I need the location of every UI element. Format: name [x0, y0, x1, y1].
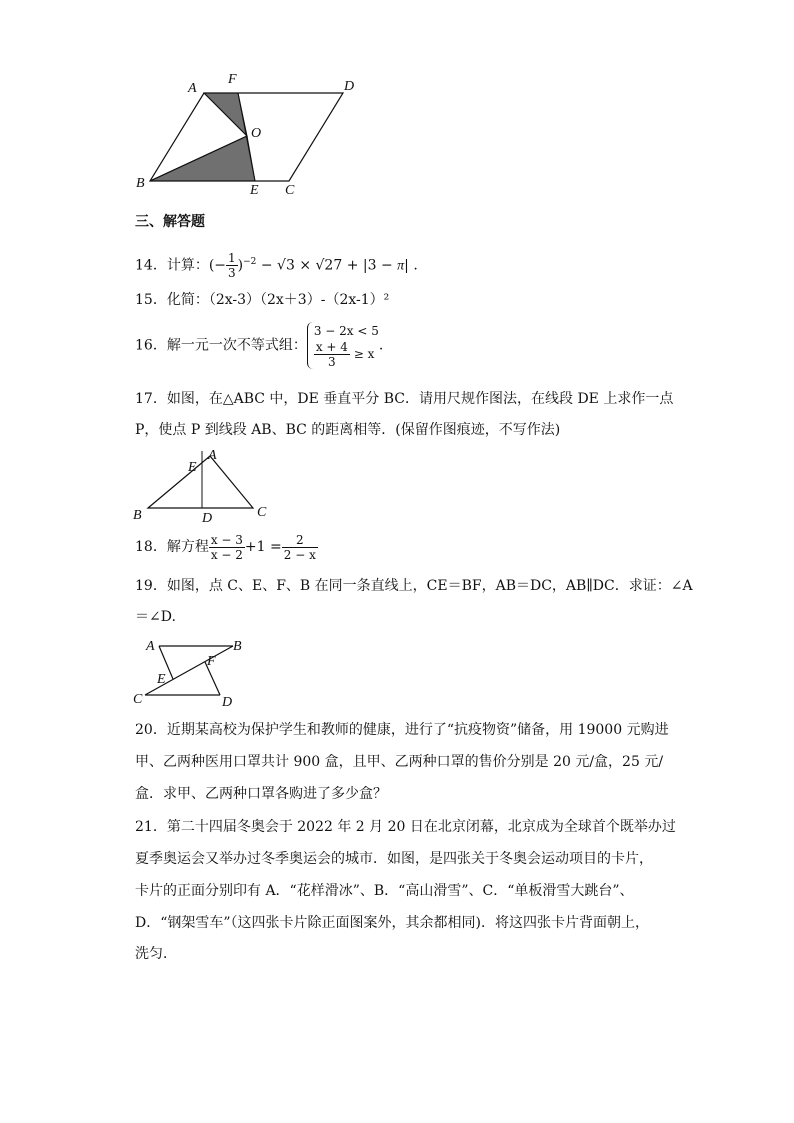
label-d: D — [202, 511, 213, 526]
q18-fraction-right: $\frac{2}{2 - x}$ — [283, 532, 316, 562]
question-19-line1: 19．如图，点 C、E、F、B 在同一条直线上，CE＝BF，AB＝DC，AB∥DC．求证：∠A — [135, 578, 693, 594]
label-a: A — [208, 448, 217, 463]
label-d: D — [222, 695, 233, 710]
q16-inequality-system: 3 − 2x < 5 $\frac{x + 4}{3}$ ≥ x — [307, 322, 379, 369]
question-15: 15．化简：（2x-3）（2x＋3）-（2x-1）² — [135, 292, 390, 308]
q18-number: 18．解方程 — [135, 539, 209, 555]
question-21-line5: 洗匀． — [135, 946, 177, 962]
question-20-line2: 甲、乙两种医用口罩共计 900 盒，且甲、乙两种口罩的售价分别是 20 元/盒，25 元/ — [135, 754, 664, 770]
label-f: F — [228, 72, 237, 87]
question-20-line3: 盒．求甲、乙两种口罩各购进了多少盒？ — [135, 786, 387, 802]
shaded-triangle-boe — [150, 136, 255, 181]
question-21-line1: 21．第二十四届冬奥会于 2022 年 2 月 20 日在北京闭幕，北京成为全球首个既举办过 — [135, 819, 676, 835]
label-c: C — [133, 692, 143, 707]
label-f: F — [207, 654, 216, 669]
label-c: C — [285, 183, 295, 198]
q14-fraction: $\frac{1}{3}$ — [228, 251, 236, 281]
label-e: E — [250, 183, 259, 198]
label-e: E — [157, 672, 166, 687]
label-b: B — [133, 508, 142, 523]
section-heading: 三、解答题 — [135, 214, 205, 230]
question-18: 18．解方程 $\frac{x - 3}{x - 2}$ +1 = $\frac{2}{2 - x}$ — [135, 532, 316, 562]
question-21-line2: 夏季奥运会又举办过冬季奥运会的城市．如图，是四张关于冬奥会运动项目的卡片， — [135, 851, 653, 867]
label-b: B — [233, 639, 242, 654]
question-19-line2: ＝∠D. — [135, 609, 176, 625]
question-17-line1: 17．如图，在△ABC 中，DE 垂直平分 BC．请用尺规作图法，在线段 DE 上求作一点 — [135, 391, 674, 407]
triangle-abc — [148, 456, 253, 508]
segment-cb — [145, 646, 233, 695]
label-a: A — [146, 639, 155, 654]
label-d: D — [344, 79, 355, 94]
question-21-line4: D．“钢架雪车”（这四张卡片除正面图案外，其余都相同)．将这四张卡片背面朝上， — [135, 915, 649, 931]
label-e: E — [188, 460, 197, 475]
question-14: 14．计算：(− $\frac{1}{3}$ )$^{-2}$ − √3 × √27 + |3 − π| . — [135, 251, 418, 281]
parallelogram-figure — [130, 66, 370, 201]
question-21-line3: 卡片的正面分别印有 A．“花样滑冰”、B．“高山滑雪”、C．“单板滑雪大跳台”、 — [135, 883, 634, 899]
question-20-line1: 20．近期某高校为保护学生和教师的健康，进行了“抗疫物资”储备，用 19000 元购进 — [135, 722, 669, 738]
q14-number: 14．计算： — [135, 257, 209, 274]
label-o: O — [251, 126, 262, 141]
q16-number: 16．解一元一次不等式组： — [135, 337, 307, 354]
z-figure — [128, 632, 258, 712]
label-a: A — [188, 81, 197, 96]
question-16: 16．解一元一次不等式组： 3 − 2x < 5 $\frac{x + 4}{3}$ ≥ x . — [135, 324, 384, 369]
q18-fraction-left: $\frac{x - 3}{x - 2}$ — [210, 532, 243, 562]
label-b: B — [136, 176, 145, 191]
question-17-line2: P，使点 P 到线段 AB、BC 的距离相等．(保留作图痕迹，不写作法) — [135, 422, 561, 438]
label-c: C — [257, 505, 267, 520]
triangle-figure — [130, 446, 275, 526]
